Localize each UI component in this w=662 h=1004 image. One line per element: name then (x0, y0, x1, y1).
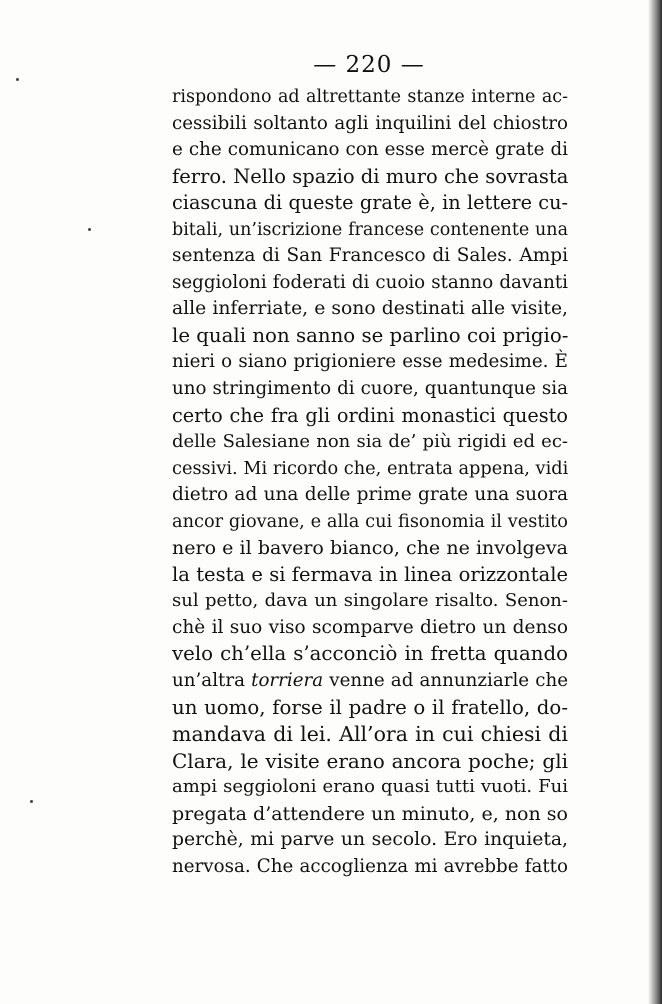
text-line: uno stringimento di cuore, quantunque sia (172, 378, 568, 400)
text-line: velo ch’ella s’acconciò in fretta quando (172, 642, 568, 666)
text-line: certo che fra gli ordini monastici questo (172, 403, 568, 427)
text-line: un uomo, forse il padre o il fratello, do- (172, 695, 568, 719)
text-line: Clara, le visite erano ancora poche; gli (172, 748, 568, 773)
text-line: mandava di lei. All’ora in cui chiesi di (172, 722, 568, 747)
text-line: dietro ad una delle prime grate una suora (172, 484, 568, 506)
text-line: e che comunicano con esse mercè grate di (172, 139, 568, 161)
page-edge-shadow (648, 0, 662, 1004)
text-line: cessibili soltanto agli inquilini del chiostro (172, 112, 568, 134)
margin-speck (30, 800, 33, 803)
text-line: alle inferriate, e sono destinati alle visite, (172, 298, 568, 320)
margin-speck (16, 78, 19, 81)
text-line: sul petto, dava un singolare risalto. Senon- (172, 590, 568, 612)
text-line: ampi seggioloni erano quasi tutti vuoti. Fui (172, 776, 568, 798)
text-line: ciascuna di queste grate è, in lettere cu- (172, 191, 568, 215)
text-line: rispondono ad altrettante stanze interne ac- (172, 87, 568, 107)
body-text (172, 84, 568, 880)
text-line: nero e il bavero bianco, che ne involgeva (172, 537, 568, 560)
page-number: — 220 — (313, 52, 425, 78)
text-line: la testa e si fermava in linea orizzontale (172, 562, 568, 586)
text-line: ancor giovane, e alla cui fisonomia il vestito (172, 511, 568, 532)
text-line: delle Salesiane non sia de’ più rigidi ed ec- (172, 431, 568, 453)
text-line: un’altra torriera venne ad annunziarle che (172, 670, 569, 692)
text-line: sentenza di San Francesco di Sales. Ampi (172, 245, 568, 267)
italic-word: torriera (251, 670, 324, 692)
text-line: le quali non sanno se parlino coi prigio- (172, 323, 569, 347)
text-line: chè il suo viso scomparve dietro un denso (172, 616, 568, 638)
text-line: ferro. Nello spazio di muro che sovrasta (172, 164, 569, 188)
text-line: perchè, mi parve un secolo. Ero inquieta, (172, 829, 568, 851)
text-line: cessivi. Mi ricordo che, entrata appena, vidi (172, 458, 569, 479)
text-line: pregata d’attendere un minuto, e, non so (172, 802, 568, 825)
text-line: nervosa. Che accoglienza mi avrebbe fatto (172, 855, 568, 877)
text-line: nieri o siano prigioniere esse medesime. È (172, 351, 568, 373)
text-line: seggioloni foderati di cuoio stanno davanti (172, 271, 568, 293)
text-line: bitali, un’iscrizione francese contenente una (172, 219, 568, 240)
margin-speck (88, 228, 91, 231)
